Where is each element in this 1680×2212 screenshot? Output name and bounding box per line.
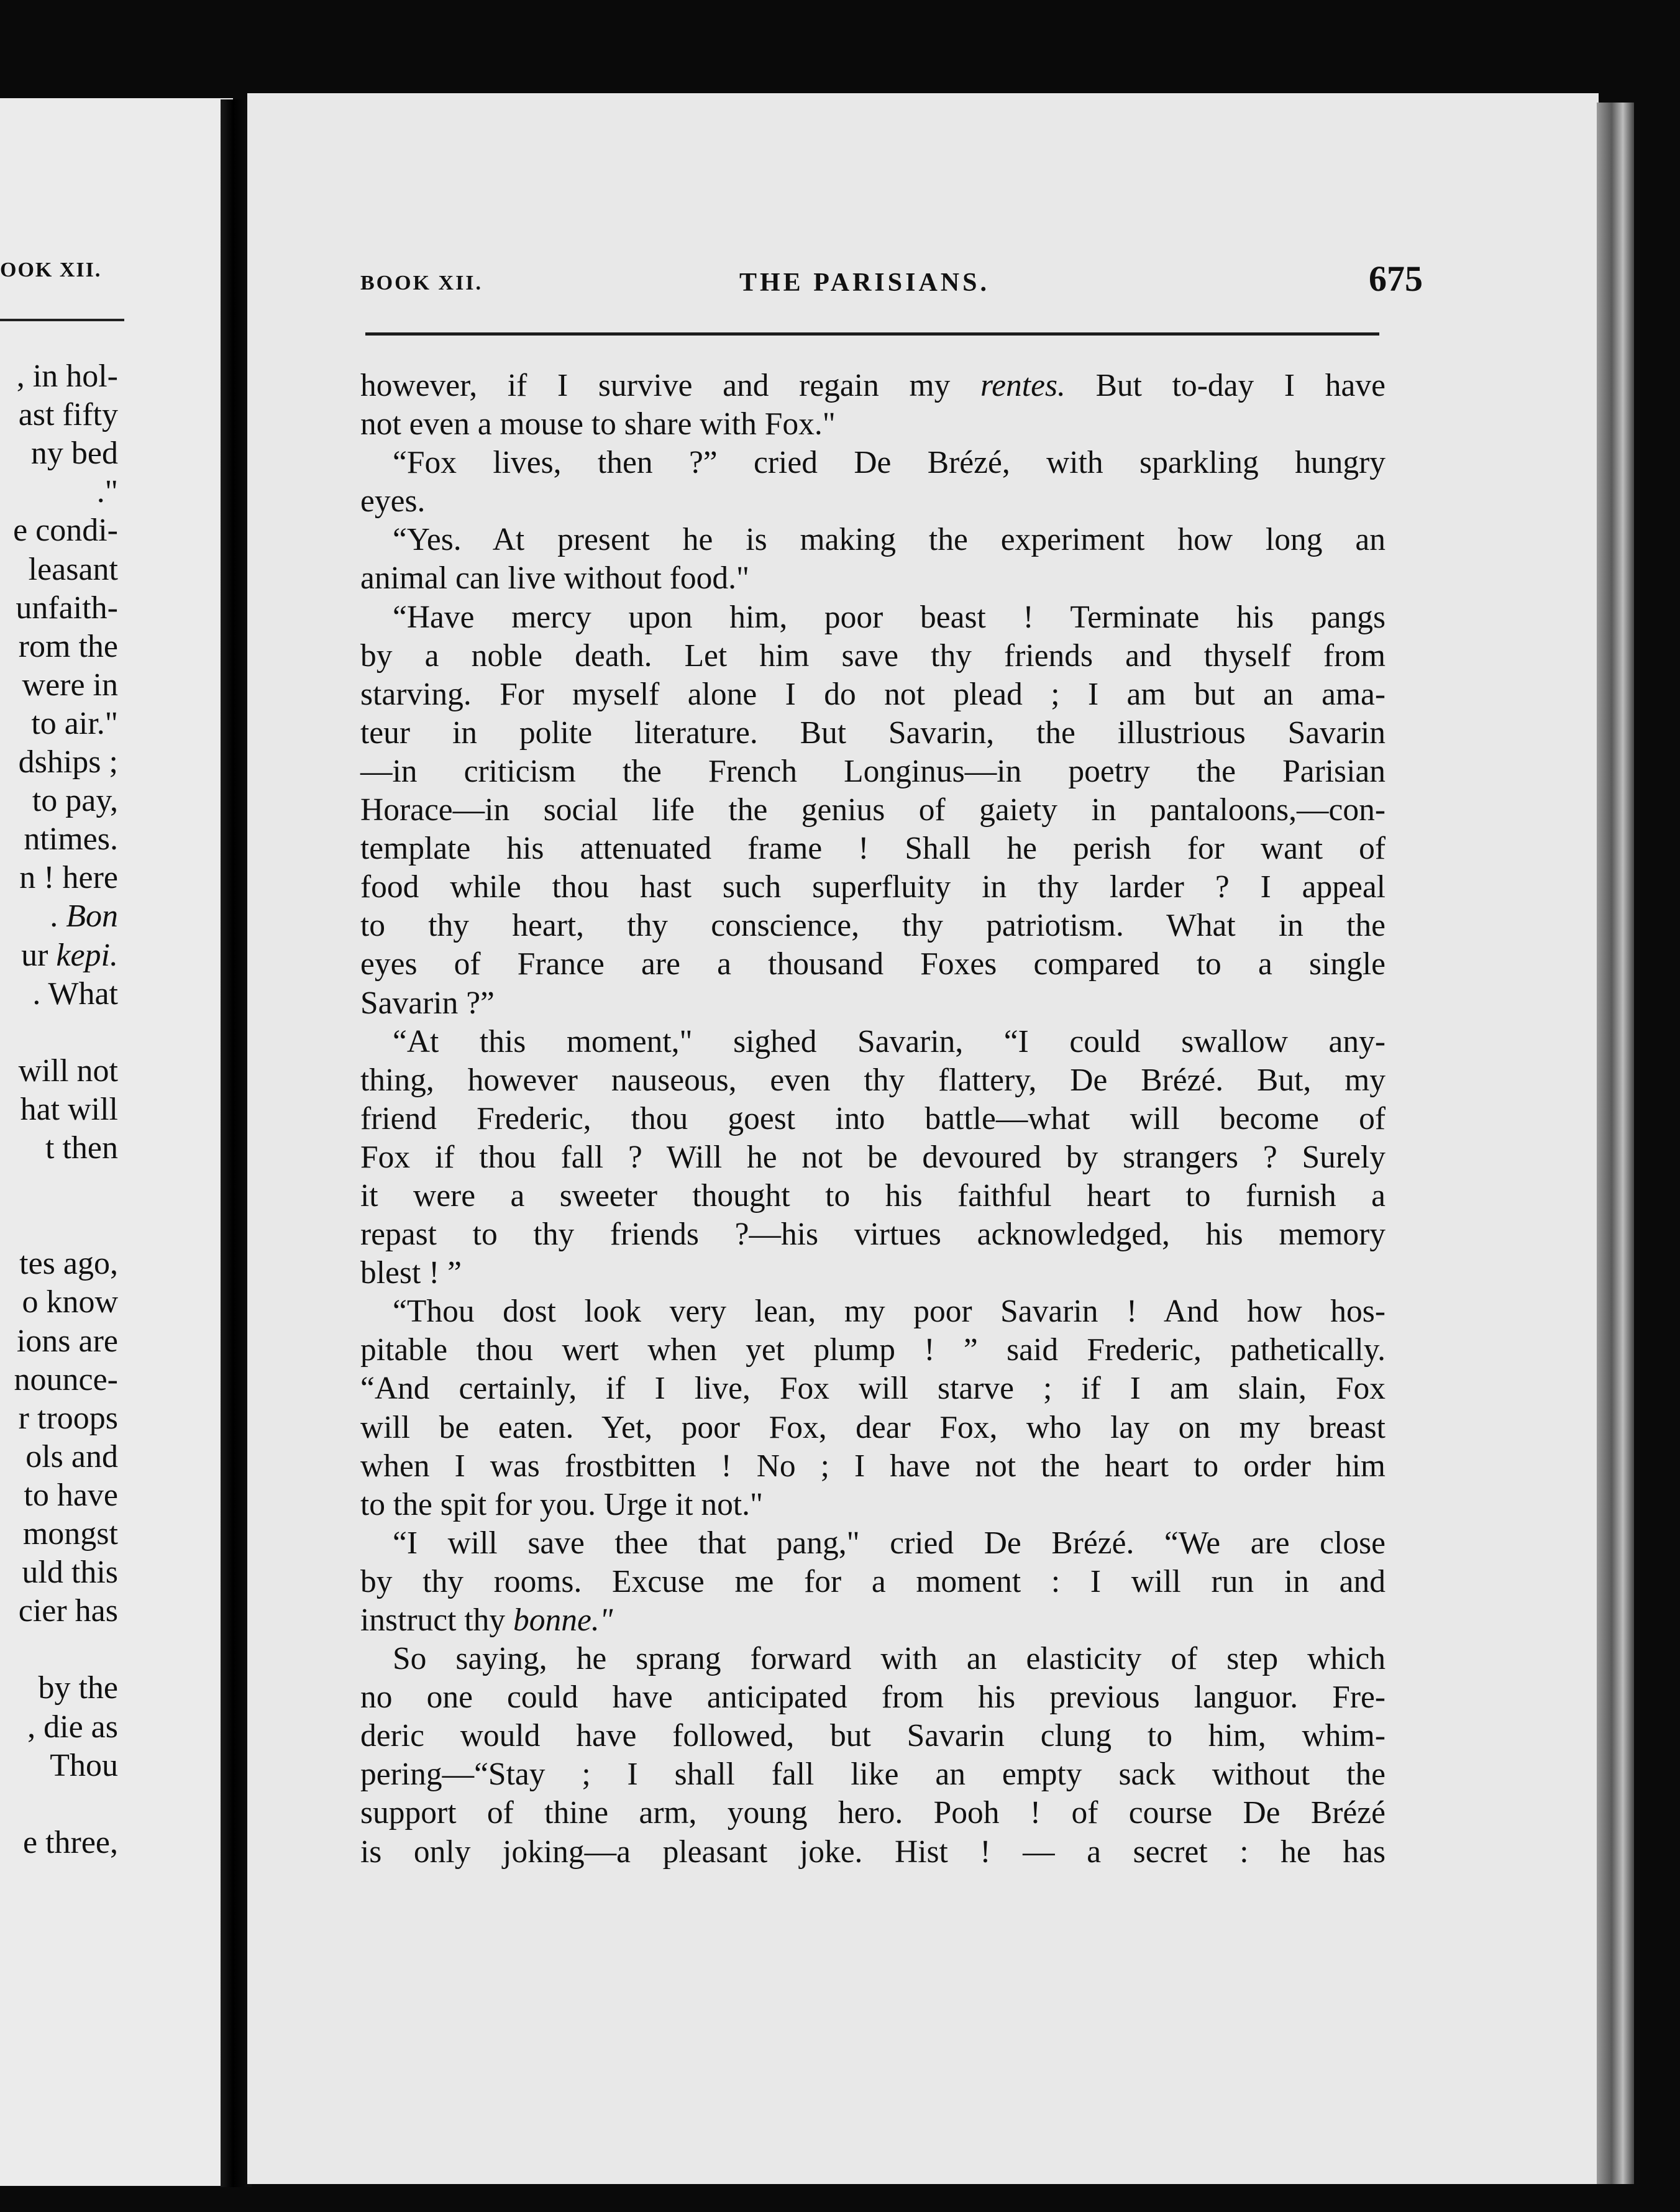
text-line-content: template his attenuated frame ! Shall he perish for want of <box>360 831 1386 867</box>
text-line-content: friend Frederic, thou goest into battle—what will become of <box>360 1100 1386 1136</box>
previous-page-line: were in <box>22 667 118 703</box>
text-line-content: So saying, he sprang forward with an elasticity of step which <box>393 1641 1386 1677</box>
page-edges <box>1597 103 1634 2184</box>
text-line-content: pering—“Stay ; I shall fall like an empty sack without the <box>360 1757 1386 1793</box>
previous-page-line: hat will <box>20 1091 118 1127</box>
text-line-content: “And certainly, if I live, Fox will starve ; if I am slain, Fox <box>360 1371 1386 1407</box>
previous-page-line: ions are <box>16 1323 118 1359</box>
text-line-content: “At this moment," sighed Savarin, “I could swallow any- <box>393 1023 1386 1059</box>
text-line-content: Savarin ?” <box>360 985 495 1021</box>
previous-page-line: will not <box>18 1053 118 1089</box>
previous-page-line: ast fifty <box>18 397 118 433</box>
text-line <box>360 1486 1386 1524</box>
previous-page-line: unfaith- <box>16 590 118 626</box>
italic-word: bonne." <box>513 1602 613 1638</box>
previous-page-line: Thou <box>50 1747 118 1783</box>
previous-page-line: leasant <box>28 551 118 587</box>
previous-page-line: , die as <box>27 1709 118 1745</box>
text-line <box>360 1331 1386 1369</box>
text-line-content: animal can live without food." <box>360 560 749 596</box>
text-line-content: “I will save thee that pang," cried De Brézé. “We are close <box>393 1525 1386 1561</box>
text-line <box>360 1717 1386 1755</box>
text-line <box>360 637 1386 675</box>
text-line-content: —in criticism the French Longinus—in poetry the Parisian <box>360 753 1386 789</box>
text-line <box>360 521 1386 559</box>
text-line <box>360 405 1386 444</box>
text-line <box>360 598 1386 637</box>
previous-page-line: r troops <box>18 1400 118 1436</box>
previous-page-line: ntimes. <box>24 821 118 857</box>
text-line <box>360 1023 1386 1061</box>
previous-page-line: ny bed <box>30 436 118 472</box>
text-line <box>360 1640 1386 1678</box>
text-line-content: blest ! ” <box>360 1255 462 1291</box>
previous-page-line: n ! here <box>19 860 118 896</box>
text-line-content: deric would have followed, but Savarin clung to him, whim- <box>360 1718 1386 1754</box>
text-line-content: thing, however nauseous, even thy flattery, De Brézé. But, my <box>360 1062 1386 1098</box>
previous-page-line: to air." <box>31 705 118 741</box>
text-line-content: pitable thou wert when yet plump ! ” said Frederic, pathetically. <box>360 1332 1386 1368</box>
text-line-content: “Yes. At present he is making the experiment how long an <box>393 522 1386 558</box>
italic-word: rentes. <box>980 368 1066 403</box>
text-line-content: teur in polite literature. But Savarin, the illustrious Savarin <box>360 715 1386 751</box>
text-line-content: will be eaten. Yet, poor Fox, dear Fox, who lay on my breast <box>360 1409 1386 1445</box>
text-line <box>360 830 1386 868</box>
text-line-content: not even a mouse to share with Fox." <box>360 406 836 442</box>
text-line <box>360 1601 1386 1640</box>
text-line-content: is only joking—a pleasant joke. Hist ! — a secret : he has <box>360 1834 1386 1870</box>
text-line <box>360 559 1386 598</box>
previous-page-line: e condi- <box>13 513 118 549</box>
text-line-content: Horace—in social life the genius of gaiety in pantaloons,—con- <box>360 792 1386 828</box>
text-line <box>360 1061 1386 1100</box>
book-page <box>247 93 1599 2184</box>
text-line <box>360 1292 1386 1331</box>
text-line-content: eyes. <box>360 483 426 519</box>
text-line <box>360 1755 1386 1794</box>
previous-page-line: mongst <box>22 1516 118 1552</box>
previous-page-line: . What <box>32 976 118 1012</box>
text-line-content: by a noble death. Let him save thy friends and thyself from <box>360 638 1386 674</box>
text-line <box>360 868 1386 907</box>
text-line <box>360 1794 1386 1832</box>
text-line <box>360 482 1386 521</box>
text-line <box>360 1369 1386 1408</box>
text-line <box>360 945 1386 984</box>
text-line <box>360 984 1386 1023</box>
text-line-content: when I was frostbitten ! No ; I have not the heart to order him <box>360 1448 1386 1484</box>
header-rule <box>365 332 1379 336</box>
text-line-content: however, if I survive and regain my <box>360 368 981 403</box>
text-line <box>360 752 1386 791</box>
previous-page <box>0 98 233 2186</box>
book-number: BOOK XII. <box>360 272 483 295</box>
text-line-content: to thy heart, thy conscience, thy patriotism. What in the <box>360 908 1386 944</box>
text-line-content: no one could have anticipated from his previous languor. Fre- <box>360 1680 1386 1716</box>
text-line <box>360 714 1386 752</box>
previous-page-line: dships ; <box>18 744 118 780</box>
previous-page-line: by the <box>38 1670 118 1706</box>
previous-page-line: cier has <box>18 1593 118 1629</box>
text-line <box>360 1524 1386 1563</box>
previous-page-line: to pay, <box>32 783 118 819</box>
text-line-content: by thy rooms. Excuse me for a moment : I will run in and <box>360 1563 1386 1599</box>
text-line <box>360 1215 1386 1254</box>
previous-page-line: e three, <box>22 1824 118 1860</box>
previous-page-line: rom the <box>18 628 118 664</box>
text-line-content: “Thou dost look very lean, my poor Savarin ! And how hos- <box>393 1294 1386 1330</box>
text-line-content: support of thine arm, young hero. Pooh ! of course De Brézé <box>360 1795 1386 1831</box>
previous-page-line: . Bon <box>50 898 118 935</box>
text-line-continuation: But to-day I have <box>1065 368 1386 403</box>
text-line-content: eyes of France are a thousand Foxes compared to a single <box>360 946 1386 982</box>
text-line <box>360 1177 1386 1215</box>
text-line-content: food while thou hast such superfluity in thy larder ? I appeal <box>360 869 1386 905</box>
text-line-content: “Fox lives, then ?” cried De Brézé, with sparkling hungry <box>393 445 1386 481</box>
previous-page-line: ols and <box>25 1438 118 1474</box>
text-line <box>360 1254 1386 1292</box>
text-line-content: repast to thy friends ?—his virtues acknowledged, his memory <box>360 1217 1386 1253</box>
text-line <box>360 1100 1386 1138</box>
running-head <box>360 258 1423 308</box>
previous-page-line: to have <box>24 1477 118 1513</box>
text-line <box>360 907 1386 945</box>
previous-page-line: o know <box>22 1284 118 1320</box>
previous-page-line: ur kepi. <box>21 937 118 973</box>
previous-page-line: ." <box>96 474 118 510</box>
text-line <box>360 1678 1386 1717</box>
previous-page-line: tes ago, <box>19 1246 118 1282</box>
previous-page-line: nounce- <box>14 1361 118 1397</box>
text-line-content: “Have mercy upon him, poor beast ! Terminate his pangs <box>393 599 1386 635</box>
text-line <box>360 1833 1386 1872</box>
text-line-content: it were a sweeter thought to his faithful heart to furnish a <box>360 1177 1386 1213</box>
text-line <box>360 791 1386 830</box>
text-line <box>360 444 1386 482</box>
text-line <box>360 1447 1386 1486</box>
previous-page-line: t then <box>45 1130 118 1166</box>
previous-page-running-head: OOK XII. <box>0 258 102 281</box>
text-line <box>360 675 1386 714</box>
text-line-content: to the spit for you. Urge it not." <box>360 1486 764 1522</box>
page-body-text <box>360 367 1386 1872</box>
text-line <box>360 1409 1386 1447</box>
text-line <box>360 1138 1386 1177</box>
text-line-content: instruct thy <box>360 1602 514 1638</box>
previous-page-line: uld this <box>22 1555 118 1591</box>
text-line <box>360 367 1386 405</box>
previous-page-line: , in hol- <box>16 359 118 394</box>
book-title: THE PARISIANS. <box>739 268 990 297</box>
text-line-content: starving. For myself alone I do not plead ; I am but an ama- <box>360 676 1386 712</box>
text-line <box>360 1563 1386 1601</box>
text-line-content: Fox if thou fall ? Will he not be devoured by strangers ? Surely <box>360 1139 1386 1175</box>
page-number: 675 <box>1369 258 1423 299</box>
previous-page-rule <box>0 319 124 321</box>
